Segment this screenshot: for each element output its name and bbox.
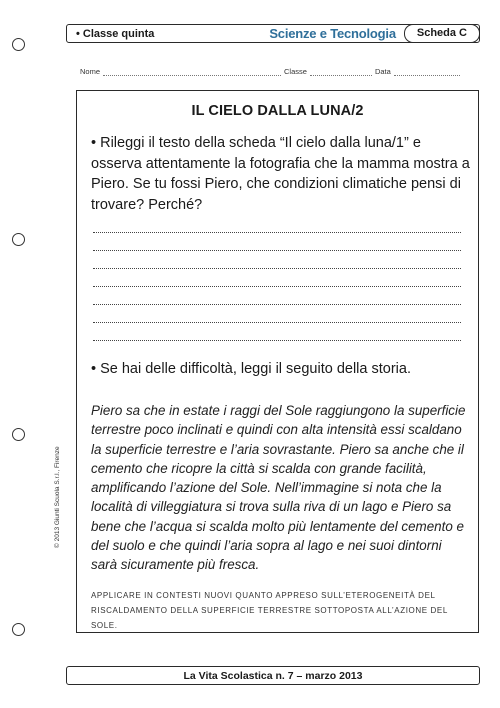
header-bar xyxy=(66,24,480,43)
binder-hole xyxy=(12,38,25,51)
name-label: Nome xyxy=(80,67,101,76)
date-field[interactable] xyxy=(394,68,460,76)
sheet-badge: Scheda C xyxy=(404,24,480,43)
answer-line[interactable] xyxy=(93,304,461,305)
date-label: Data xyxy=(374,67,391,76)
footer-bar xyxy=(66,666,480,685)
binder-hole xyxy=(12,428,25,441)
story-text: Piero sa che in estate i raggi del Sole raggiungono la superficie terrestre poco inclinati e quindi con alta intensità essi scaldano la superficie terrestre e l’aria sovrastante. Piero sa anche che il cemento che ricopre la città si scalda con grande facilità, amplificando l’azione del Sole. Nell’immagine si nota che la località di villeggiatura si trova sulla riva di un lago e Piero sa bene che l’acqua si scalda molto più lentamente del cemento e del suolo e che quindi l’aria sopra al lago e nei suoi dintorni sarà sicuramente più fresca. xyxy=(91,403,466,573)
answer-line[interactable] xyxy=(93,268,461,269)
class-level: • Classe quinta xyxy=(76,27,155,40)
student-info-line xyxy=(80,64,470,76)
magazine-issue: La Vita Scolastica n. 7 – marzo 2013 xyxy=(183,669,363,682)
class-label: Classe xyxy=(284,67,307,76)
worksheet-title: IL CIELO DALLA LUNA/2 xyxy=(191,103,364,119)
subject-title: Scienze e Tecnologia xyxy=(269,26,396,41)
worksheet-frame xyxy=(76,90,479,633)
name-field[interactable] xyxy=(103,68,281,76)
answer-line[interactable] xyxy=(93,250,461,251)
answer-line[interactable] xyxy=(93,232,461,233)
binder-hole xyxy=(12,623,25,636)
binder-hole xyxy=(12,233,25,246)
answer-line[interactable] xyxy=(93,286,461,287)
answer-line[interactable] xyxy=(93,340,461,341)
class-field[interactable] xyxy=(310,68,372,76)
copyright-note: © 2013 Giunti Scuola S.r.l., Firenze xyxy=(54,446,61,548)
question-1: • Rileggi il testo della scheda “Il cielo dalla luna/1” e osserva attentamente la fotografia che la mamma mostra a Piero. Se tu fossi Piero, che condizioni climatiche pensi di trovare? Perché? xyxy=(91,135,470,213)
learning-objective: APPLICARE IN CONTESTI NUOVI QUANTO APPRESO SULL’ETEROGENEITÀ DEL RISCALDAMENTO DELLA SUPERFICIE TERRESTRE SOTTOPOSTA ALL’AZIONE DEL SOLE. xyxy=(91,591,448,630)
answer-line[interactable] xyxy=(93,322,461,323)
question-2: • Se hai delle difficoltà, leggi il seguito della storia. xyxy=(91,361,411,377)
